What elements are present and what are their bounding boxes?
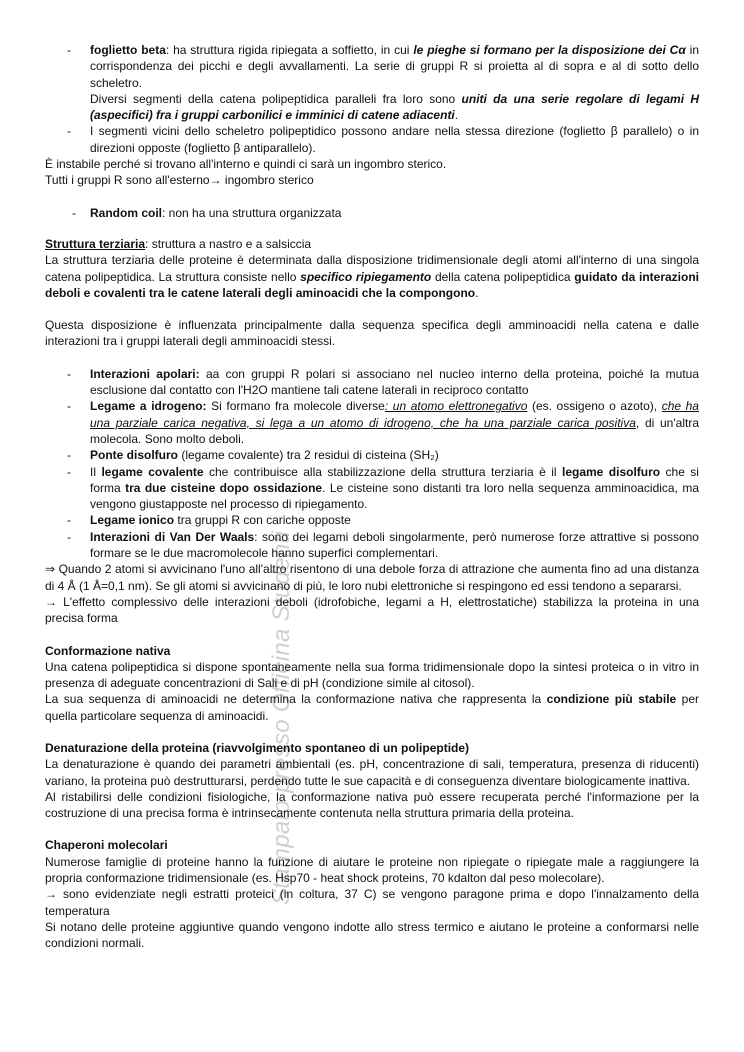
list-item-covalent bbox=[45, 464, 699, 513]
list-item-disulfide bbox=[45, 447, 699, 463]
beta-text-3: Diversi segmenti della catena polipeptidica paralleli fra loro sono bbox=[90, 91, 462, 106]
document-page bbox=[45, 42, 699, 952]
term-disulfide: Ponte disolfuro bbox=[90, 448, 178, 463]
beta-text-1: : ha struttura rigida ripiegata a soffietto, in cui bbox=[165, 43, 414, 57]
denaturation-paragraph-2: Al ristabilirsi delle condizioni fisiologiche, la conformazione nativa può essere recuperata perché l'informazione per la costruzione di una precisa forma è intrinsecamente contenuta nella struttura primaria della proteina. bbox=[45, 789, 699, 821]
hbond-text-a: Si formano fra molecole diverse bbox=[206, 399, 385, 414]
hbond-underlined-1: : un atomo elettronegativo bbox=[384, 399, 528, 414]
denaturation-paragraph-1: La denaturazione è quando dei parametri ambientali (es. pH, concentrazione di sali, temperatura, presenza di riducenti) variano, la proteina può destrutturarsi, perdendo tutte le sue capacità e di conseguenza diventare biologicamente inattiva. bbox=[45, 757, 699, 788]
bullet-dash: - bbox=[67, 399, 71, 414]
bullet-dash: - bbox=[67, 448, 71, 463]
term-random-coil: Random coil bbox=[90, 205, 163, 220]
outside-line: Tutti i gruppi R sono all'esterno→ ingombro sterico bbox=[45, 173, 314, 188]
bullet-dash: - bbox=[67, 43, 71, 57]
cov-bold-1: legame covalente bbox=[101, 464, 204, 479]
unstable-line: È instabile perché si trovano all'interno e quindi ci sarà un ingombro sterico. bbox=[45, 157, 447, 172]
bullet-dash: - bbox=[67, 464, 71, 479]
beta-emphasis-2: uniti da una serie regolare di legami H (aspecifici) fra i gruppi carbonilici e imminici di catene adiacenti bbox=[90, 91, 699, 123]
bullet-dash: - bbox=[72, 205, 76, 220]
beta-emphasis-1: le pieghe si formano per la disposizione dei Cα bbox=[413, 43, 686, 57]
ionic-text: tra gruppi R con cariche opposte bbox=[174, 513, 351, 528]
cov-bold-3: tra due cisteine dopo ossidazione bbox=[125, 480, 323, 495]
bullet-dash: - bbox=[67, 513, 71, 528]
hbond-text-c: , di un'altra molecola. Sono molto deboli. bbox=[90, 415, 699, 446]
vdw-text: : sono dei legami deboli singolarmente, però numerose forze attrattive si possono formare se le due macromolecole hanno superfici complementari. bbox=[90, 529, 699, 561]
list-item-apolar bbox=[45, 366, 699, 399]
tertiary-p1-a: La struttura terziaria delle proteine è determinata dalla disposizione tridimensionale degli atomi all'interno di una singola catena polipeptidica. La struttura consiste nello bbox=[45, 253, 699, 284]
vdw-note: ⇒ Quando 2 atomi si avvicinano l'uno all'altro risentono di una debole forza di attrazione che aumenta fino ad una distanza di 4 Å (1 Å=0,1 nm). Se gli atomi si avvicinano di più, le loro nubi elettroniche si respingono ed essi tendono a separarsi. bbox=[45, 562, 699, 593]
native-paragraph-2 bbox=[45, 691, 699, 724]
tertiary-p1-b: della catena polipeptidica bbox=[431, 269, 575, 284]
cov-text-a: Il bbox=[90, 464, 102, 479]
term-beta-sheet: foglietto beta bbox=[90, 43, 166, 57]
term-apolar: Interazioni apolari: bbox=[90, 366, 200, 381]
parallel-text: I segmenti vicini dello scheletro polipeptidico possono andare nella stessa direzione (foglietto β parallelo) o in direzioni opposte (foglietto β antiparallelo). bbox=[90, 124, 699, 155]
hbond-text-b: (es. ossigeno o azoto), bbox=[527, 399, 662, 414]
chaperones-paragraph-1: Numerose famiglie di proteine hanno la funzione di aiutare le proteine non ripiegate o ripiegate male a raggiungere la propria conformazione tridimensionale (es. Hsp70 - heat shock proteins, 70 kdalton dal peso molecolare). bbox=[45, 854, 699, 886]
bullet-dash: - bbox=[67, 366, 71, 381]
tertiary-p1-bold: guidato da interazioni deboli e covalenti tra le catene laterali degli aminoacidi che la compongono bbox=[45, 269, 699, 300]
list-item-ionic bbox=[45, 512, 699, 528]
list-item-beta-sheet bbox=[45, 42, 699, 123]
list-item-parallel bbox=[45, 123, 699, 156]
list-item-hydrogen-bond bbox=[45, 398, 699, 447]
hbond-underlined-2: che ha una parziale carica negativa, si lega a un atomo di idrogeno, che ha una parziale carica positiva bbox=[90, 399, 699, 430]
random-coil-text: : non ha una struttura organizzata bbox=[162, 205, 342, 220]
cov-bold-2: legame disolfuro bbox=[562, 464, 661, 479]
native-p2-bold: condizione più stabile bbox=[546, 692, 677, 707]
apolar-text: aa con gruppi R polari si associano nel nucleo interno della proteina, poiché la mutua esclusione dal contatto con l'H2O mantiene tali catene laterali in reciproco contatto bbox=[90, 366, 700, 398]
watermark: Stampato presso Officina Studenti bbox=[267, 530, 295, 905]
cov-text-b: che contribuisce alla stabilizzazione della struttura terziaria è il bbox=[203, 464, 562, 479]
list-item-van-der-waals bbox=[45, 529, 699, 562]
cov-text-d: . Le cisteine sono distanti tra loro nella sequenza amminoacidica, ma vengono giustapposte nel processo di ripiegamento. bbox=[90, 480, 700, 512]
cov-text-c: che si forma bbox=[90, 464, 699, 495]
bullet-dash: - bbox=[67, 124, 71, 139]
disulfide-text: (legame covalente) tra 2 residui di cisteina (SH₂) bbox=[178, 448, 439, 463]
native-p2-a: La sua sequenza di aminoacidi ne determina la conformazione nativa che rappresenta la bbox=[45, 692, 547, 707]
tertiary-p1-emphasis: specifico ripiegamento bbox=[300, 269, 432, 284]
denaturation-heading: Denaturazione della proteina (riavvolgimento spontaneo di un polipeptide) bbox=[45, 740, 470, 755]
bullet-dash: - bbox=[67, 529, 71, 544]
tertiary-p1-c: . bbox=[475, 285, 479, 300]
tertiary-heading-line bbox=[45, 236, 699, 252]
chaperones-paragraph-3: Si notano delle proteine aggiuntive quando vengono indotte allo stress termico e aiutano le proteine a conformarsi nelle condizioni normali. bbox=[45, 919, 699, 951]
native-p2-b: per quella particolare sequenza di aminoacidi. bbox=[45, 692, 700, 723]
list-item-random-coil bbox=[45, 205, 699, 221]
overall-note: → L'effetto complessivo delle interazioni deboli (idrofobiche, legami a H, elettrostatiche) stabilizza la proteina in una precisa forma bbox=[45, 594, 699, 626]
beta-text-4: . bbox=[454, 108, 459, 123]
tertiary-paragraph-2: Questa disposizione è influenzata principalmente dalla sequenza specifica degli amminoacidi nella catena e dalle interazioni tra i gruppi laterali degli amminoacidi stessi. bbox=[45, 318, 699, 349]
term-van-der-waals: Interazioni di Van Der Waals bbox=[90, 529, 255, 544]
term-ionic: Legame ionico bbox=[90, 513, 175, 528]
term-hydrogen-bond: Legame a idrogeno: bbox=[90, 399, 207, 414]
native-paragraph-1: Una catena polipeptidica si dispone spontaneamente nella sua forma tridimensionale dopo la sintesi proteica o in vitro in presenza di adeguate concentrazioni di Sali e di pH (condizione simile al citosol). bbox=[45, 659, 699, 691]
native-heading: Conformazione nativa bbox=[45, 643, 171, 658]
tertiary-title: Struttura terziaria bbox=[45, 236, 146, 251]
tertiary-title-rest: : struttura a nastro e a salsiccia bbox=[145, 236, 312, 251]
beta-text-2: in corrispondenza dei picchi e degli avvallamenti. La serie di gruppi R si proietta al di sopra e al di sotto dello scheletro. bbox=[90, 43, 700, 90]
chaperones-paragraph-2: → sono evidenziate negli estratti proteici (in coltura, 37 C) se vengono paragone prima e dopo l'innalzamento della temperatura bbox=[45, 887, 699, 918]
chaperones-heading: Chaperoni molecolari bbox=[45, 838, 168, 853]
tertiary-paragraph-1 bbox=[45, 252, 699, 301]
